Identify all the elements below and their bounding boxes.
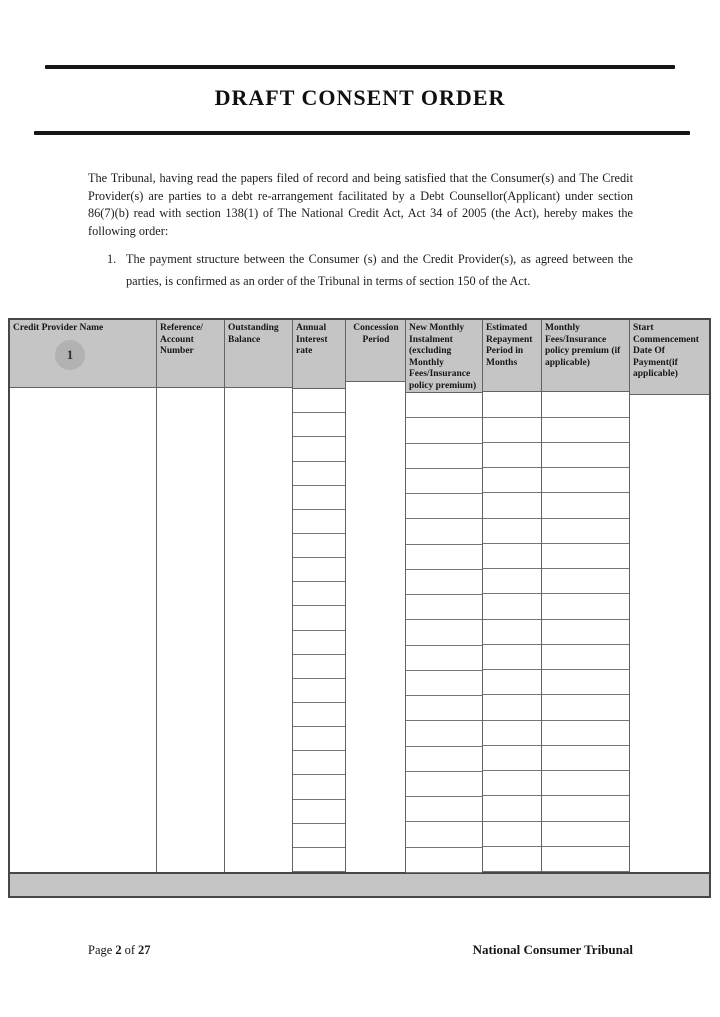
header-new-monthly-instalment [406, 320, 482, 393]
empty-table-cell [542, 620, 629, 645]
column-body [346, 382, 405, 872]
empty-table-cell [542, 796, 629, 821]
empty-table-cell [293, 655, 345, 679]
header-credit-provider-name [10, 320, 156, 388]
header-estimated-repayment-period [483, 320, 541, 392]
empty-table-cell [483, 746, 541, 771]
page-footer [88, 942, 633, 958]
empty-table-cell [293, 727, 345, 751]
empty-table-cell [542, 695, 629, 720]
empty-table-cell [542, 392, 629, 417]
header-reference-account-number [157, 320, 224, 388]
empty-table-cell [483, 544, 541, 569]
empty-table-cell [483, 620, 541, 645]
column-concession-period [346, 320, 406, 872]
empty-table-cell [542, 468, 629, 493]
empty-table-cell [406, 519, 482, 544]
column-body [630, 395, 709, 872]
empty-table-cell [293, 558, 345, 582]
column-new-monthly-instalment [406, 320, 483, 872]
empty-table-cell [293, 848, 345, 872]
page-total-value: 27 [137, 943, 151, 957]
empty-table-cell [542, 418, 629, 443]
empty-table-cell [293, 534, 345, 558]
empty-table-cell [406, 671, 482, 696]
empty-table-cell [293, 389, 345, 413]
empty-table-cell [293, 631, 345, 655]
empty-table-cell [483, 468, 541, 493]
header-label: Estimated Repayment Period in Months [486, 323, 533, 368]
empty-table-cell [406, 696, 482, 721]
column-body [406, 393, 482, 873]
header-start-commencement-date [630, 320, 709, 395]
title-rule-bottom [34, 131, 690, 135]
column-start-commencement-date [630, 320, 709, 872]
empty-table-cell [406, 595, 482, 620]
empty-table-cell [542, 594, 629, 619]
empty-table-cell [293, 413, 345, 437]
empty-table-cell [406, 797, 482, 822]
empty-table-cell [542, 645, 629, 670]
empty-table-cell [483, 695, 541, 720]
empty-table-cell [293, 486, 345, 510]
header-label: Annual Interest rate [296, 323, 328, 356]
column-credit-provider-name [10, 320, 157, 872]
header-label: Credit Provider Name [13, 323, 104, 333]
header-label: Reference/ Account Number [160, 323, 204, 356]
header-monthly-fees-insurance [542, 320, 629, 392]
payment-structure-table [8, 318, 711, 898]
column-body [293, 389, 345, 872]
empty-table-cell [293, 462, 345, 486]
empty-table-cell [483, 721, 541, 746]
column-body [483, 392, 541, 872]
empty-table-cell [542, 569, 629, 594]
order-item-number: 1. [107, 252, 117, 266]
empty-table-cell [483, 392, 541, 417]
empty-table-cell [406, 393, 482, 418]
empty-table-cell [293, 800, 345, 824]
header-label: New Monthly Instalment (excluding Monthly Fees/Insurance policy premium) [409, 323, 477, 391]
column-annual-interest-rate [293, 320, 346, 872]
empty-table-cell [483, 645, 541, 670]
empty-table-cell [542, 822, 629, 847]
empty-table-cell [406, 646, 482, 671]
empty-table-cell [483, 796, 541, 821]
empty-table-cell [406, 822, 482, 847]
empty-table-cell [293, 679, 345, 703]
empty-table-cell [406, 469, 482, 494]
empty-table-cell [293, 510, 345, 534]
page-number-value: 2 [115, 943, 122, 957]
empty-table-cell [293, 703, 345, 727]
empty-table-cell [406, 747, 482, 772]
header-concession-period [346, 320, 405, 382]
empty-table-cell [483, 822, 541, 847]
empty-table-cell [406, 418, 482, 443]
header-label: Concession Period [353, 323, 399, 345]
empty-table-cell [293, 582, 345, 606]
header-label: Outstanding Balance [228, 323, 279, 345]
empty-table-cell [483, 519, 541, 544]
empty-table-cell [406, 848, 482, 873]
empty-table-cell [483, 418, 541, 443]
empty-table-cell [293, 751, 345, 775]
column-estimated-repayment-period [483, 320, 542, 872]
of-label: of [124, 943, 135, 957]
table-columns [10, 320, 709, 872]
page-title: DRAFT CONSENT ORDER [214, 85, 506, 110]
empty-table-cell [483, 594, 541, 619]
empty-table-cell [406, 444, 482, 469]
column-monthly-fees-insurance [542, 320, 630, 872]
order-item-text: The payment structure between the Consumer (s) and the Credit Provider(s), as agreed between the parties, is confirmed as an order of the Tribunal in terms of section 150 of the Act. [126, 252, 633, 288]
empty-table-cell [542, 519, 629, 544]
header-label: Monthly Fees/Insurance policy premium (if applicable) [545, 323, 621, 368]
empty-table-cell [483, 771, 541, 796]
empty-table-cell [293, 775, 345, 799]
empty-table-cell [542, 493, 629, 518]
empty-table-cell [406, 570, 482, 595]
empty-table-cell [293, 437, 345, 461]
empty-table-cell [483, 493, 541, 518]
page-label: Page [88, 943, 113, 957]
intro-paragraph: The Tribunal, having read the papers filed of record and being satisfied that the Consumer(s) and The Credit Provider(s) are parties to a debt re-arrangement facilitated by a Debt Counsellor(Applicant) under section 86(7)(b) read with section 138(1) of The National Credit Act, Act 34 of 2005 (the Act), hereby makes the following order: [88, 171, 633, 238]
empty-table-cell [483, 443, 541, 468]
provider-number-badge: 1 [55, 340, 85, 370]
column-outstanding-balance [225, 320, 293, 872]
order-item-1 [107, 249, 633, 292]
column-body [542, 392, 629, 872]
page-number [88, 943, 153, 958]
header-outstanding-balance [225, 320, 292, 388]
empty-table-cell [406, 620, 482, 645]
header-annual-interest-rate [293, 320, 345, 389]
empty-table-cell [406, 772, 482, 797]
empty-table-cell [542, 847, 629, 872]
column-body [157, 388, 224, 872]
empty-table-cell [542, 544, 629, 569]
empty-table-cell [542, 721, 629, 746]
empty-table-cell [293, 606, 345, 630]
empty-table-cell [483, 670, 541, 695]
empty-table-cell [406, 494, 482, 519]
empty-table-cell [542, 771, 629, 796]
empty-table-cell [406, 721, 482, 746]
empty-table-cell [542, 670, 629, 695]
column-body [225, 388, 292, 872]
empty-table-cell [542, 746, 629, 771]
footer-organisation: National Consumer Tribunal [472, 942, 633, 957]
empty-table-cell [293, 824, 345, 848]
column-reference-account-number [157, 320, 225, 872]
title-rule-top [45, 65, 675, 69]
empty-table-cell [406, 545, 482, 570]
header-label: Start Commencement Date Of Payment(if applicable) [633, 323, 699, 379]
table-footer-band [10, 872, 709, 896]
empty-table-cell [542, 443, 629, 468]
empty-table-cell [483, 569, 541, 594]
empty-table-cell [483, 847, 541, 872]
column-body [10, 388, 156, 872]
